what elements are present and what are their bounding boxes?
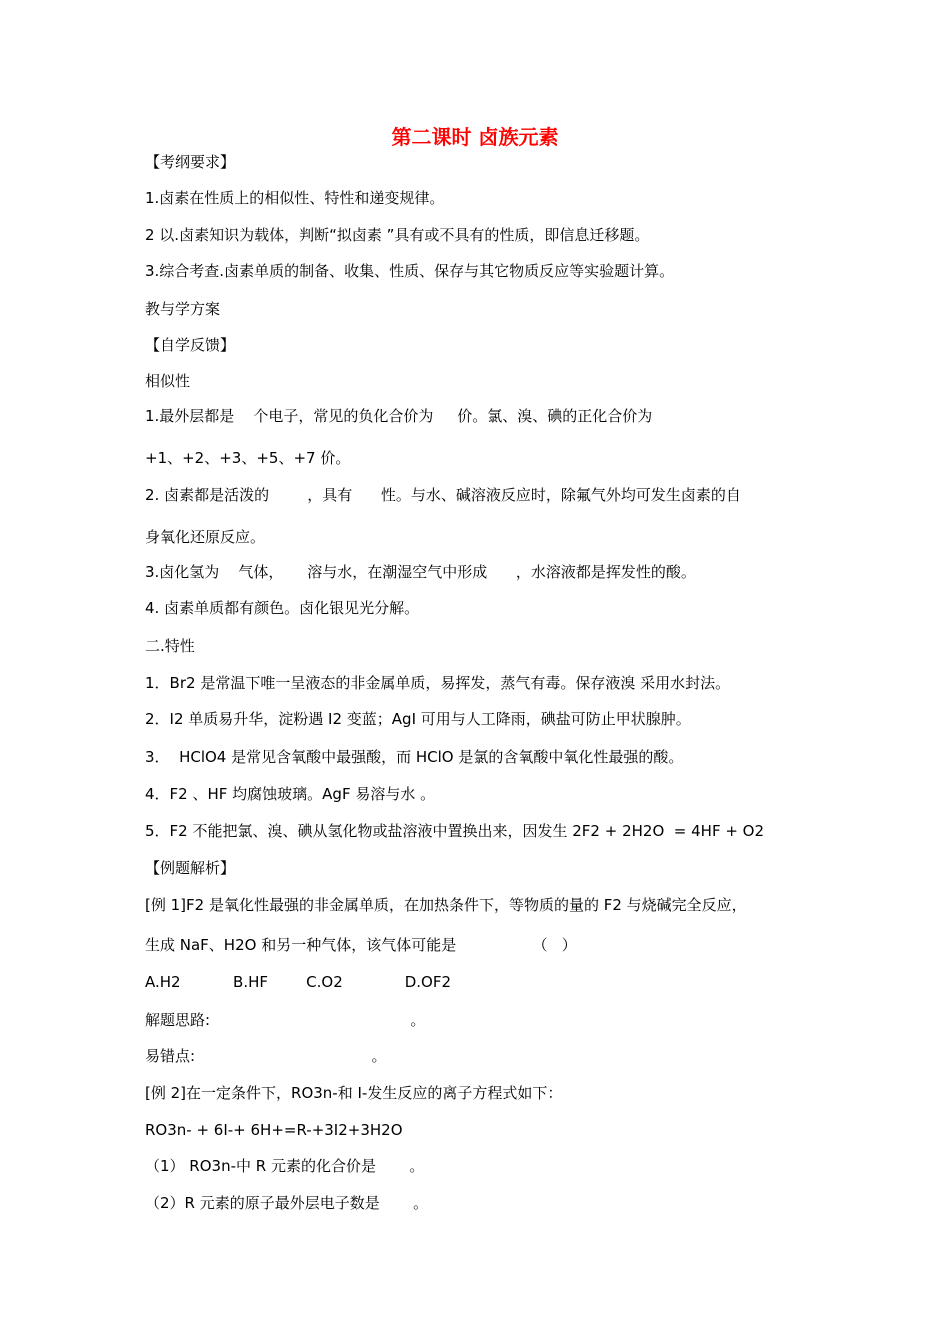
section-heading-exam-requirements: 【考纲要求】 xyxy=(145,153,236,171)
example-1-question-continued: 生成 NaF、H2O 和另一种气体，该气体可能是 （ ） xyxy=(145,936,577,954)
similarity-item-3: 3.卤化氢为 气体， 溶与水，在潮湿空气中形成 ，水溶液都是挥发性的酸。 xyxy=(145,563,696,581)
section-heading-self-study: 【自学反馈】 xyxy=(145,336,236,354)
similarity-item-2-continued: 身氧化还原反应。 xyxy=(145,528,266,546)
example-2-part-2: （2）R 元素的原子最外层电子数是 。 xyxy=(145,1194,429,1212)
section-heading-teaching-plan: 教与学方案 xyxy=(145,300,221,318)
characteristic-5: 5．F2 不能把氯、溴、碘从氢化物或盐溶液中置换出来，因发生 2F2 + 2H2O = 4HF + O2 xyxy=(145,822,765,840)
example-1-options: A.H2 B.HF C.O2 D.OF2 xyxy=(145,973,452,991)
similarity-item-4: 4. 卤素单质都有颜色。卤化银见光分解。 xyxy=(145,599,420,617)
characteristic-4: 4．F2 、HF 均腐蚀玻璃。AgF 易溶与水 。 xyxy=(145,785,436,803)
requirement-2: 2 以.卤素知识为载体，判断“拟卤素 ”具有或不具有的性质，即信息迁移题。 xyxy=(145,226,650,244)
example-1-error-point: 易错点: 。 xyxy=(145,1047,387,1065)
example-2-part-1: （1） RO3n-中 R 元素的化合价是 。 xyxy=(145,1157,425,1175)
section-heading-examples: 【例题解析】 xyxy=(145,859,236,877)
example-2-question: [例 2]在一定条件下，RO3n-和 I-发生反应的离子方程式如下： xyxy=(145,1084,563,1102)
similarity-item-1: 1.最外层都是 个电子，常见的负化合价为 价。氯、溴、碘的正化合价为 xyxy=(145,407,653,425)
example-1-question: [例 1]F2 是氧化性最强的非金属单质，在加热条件下，等物质的量的 F2 与烧碱完全反应， xyxy=(145,896,747,914)
similarity-item-1-continued: +1、+2、+3、+5、+7 价。 xyxy=(145,449,351,467)
subheading-characteristics: 二.特性 xyxy=(145,637,195,655)
requirement-1: 1.卤素在性质上的相似性、特性和递变规律。 xyxy=(145,189,445,207)
similarity-item-2: 2. 卤素都是活泼的 ，具有 性。与水、碱溶液反应时，除氟气外均可发生卤素的自 xyxy=(145,486,741,504)
characteristic-1: 1．Br2 是常温下唯一呈液态的非金属单质，易挥发，蒸气有毒。保存液溴 采用水封法。 xyxy=(145,674,731,692)
page-title: 第二课时 卤族元素 xyxy=(391,125,559,149)
characteristic-3: 3． HClO4 是常见含氧酸中最强酸，而 HClO 是氯的含氧酸中氧化性最强的酸。 xyxy=(145,748,684,766)
characteristic-2: 2．I2 单质易升华，淀粉遇 I2 变蓝；AgI 可用与人工降雨，碘盐可防止甲状腺肿。 xyxy=(145,710,691,728)
example-2-equation: RO3n- + 6I-+ 6H+=R-+3I2+3H2O xyxy=(145,1121,403,1139)
example-1-solution-idea: 解题思路: 。 xyxy=(145,1011,426,1029)
requirement-3: 3.综合考查.卤素单质的制备、收集、性质、保存与其它物质反应等实验题计算。 xyxy=(145,262,675,280)
subheading-similarity: 相似性 xyxy=(145,372,191,390)
